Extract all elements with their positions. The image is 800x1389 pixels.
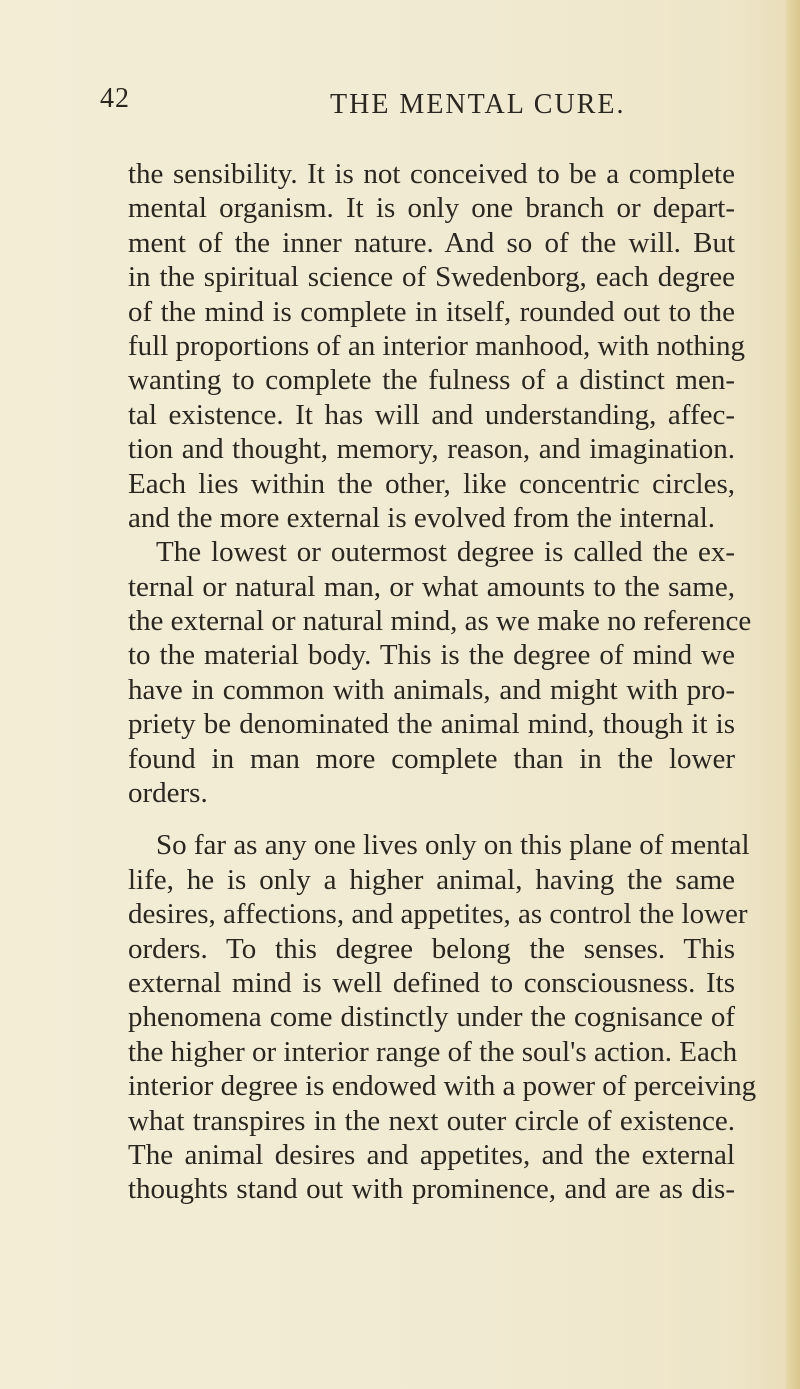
text-line: priety be denominated the animal mind, though it is <box>128 708 735 741</box>
text-line: tion and thought, memory, reason, and imagination. <box>128 433 735 466</box>
text-line: and the more external is evolved from the internal. <box>128 501 716 534</box>
text-line: of the mind is complete in itself, rounded out to the <box>128 295 735 328</box>
text-line: found in man more complete than in the lower <box>128 742 735 775</box>
text-line: to the material body. This is the degree of mind we <box>128 639 735 672</box>
text-line: external mind is well defined to consciousness. Its <box>128 966 735 999</box>
text-line: orders. <box>128 777 208 810</box>
text-line: tal existence. It has will and understanding, affec- <box>128 398 735 431</box>
text-line: interior degree is endowed with a power of perceiving <box>128 1070 757 1103</box>
text-line: what transpires in the next outer circle of existence. <box>128 1104 735 1137</box>
page-number: 42 <box>100 83 130 114</box>
text-line: So far as any one lives only on this plane of mental <box>156 829 750 862</box>
text-line: desires, affections, and appetites, as control the lower <box>128 898 748 931</box>
text-line: phenomena come distinctly under the cognisance of <box>128 1001 735 1034</box>
text-line: ternal or natural man, or what amounts to the same, <box>128 570 735 603</box>
text-line: the sensibility. It is not conceived to be a complete <box>128 158 735 190</box>
text-line: The lowest or outermost degree is called the ex- <box>156 536 735 569</box>
paragraph-3 <box>128 828 757 1206</box>
paragraph-gap <box>128 810 735 828</box>
text-line: full proportions of an interior manhood, with nothing <box>128 329 745 362</box>
page-header <box>100 83 740 123</box>
text-line: the higher or interior range of the soul's action. Each <box>128 1035 738 1068</box>
text-line: ment of the inner nature. And so of the will. But <box>128 226 735 259</box>
text-line: thoughts stand out with prominence, and are as dis- <box>128 1173 735 1206</box>
running-title: THE MENTAL CURE. <box>330 89 626 120</box>
text-line: life, he is only a higher animal, having the same <box>128 863 735 896</box>
paragraph-2 <box>128 535 752 810</box>
page-edge <box>786 0 800 1389</box>
text-line: in the spiritual science of Swedenborg, each degree <box>128 261 735 294</box>
paragraph-1 <box>128 157 745 535</box>
text-line: have in common with animals, and might with pro- <box>128 673 735 706</box>
text-line: the external or natural mind, as we make no reference <box>128 605 752 638</box>
text-line: Each lies within the other, like concentric circles, <box>128 467 735 500</box>
text-line: wanting to complete the fulness of a distinct men- <box>128 364 735 397</box>
body-text <box>128 157 757 1207</box>
text-line: The animal desires and appetites, and the external <box>128 1138 735 1171</box>
text-line: mental organism. It is only one branch or depart- <box>128 192 735 225</box>
text-line: orders. To this degree belong the senses. This <box>128 932 735 965</box>
